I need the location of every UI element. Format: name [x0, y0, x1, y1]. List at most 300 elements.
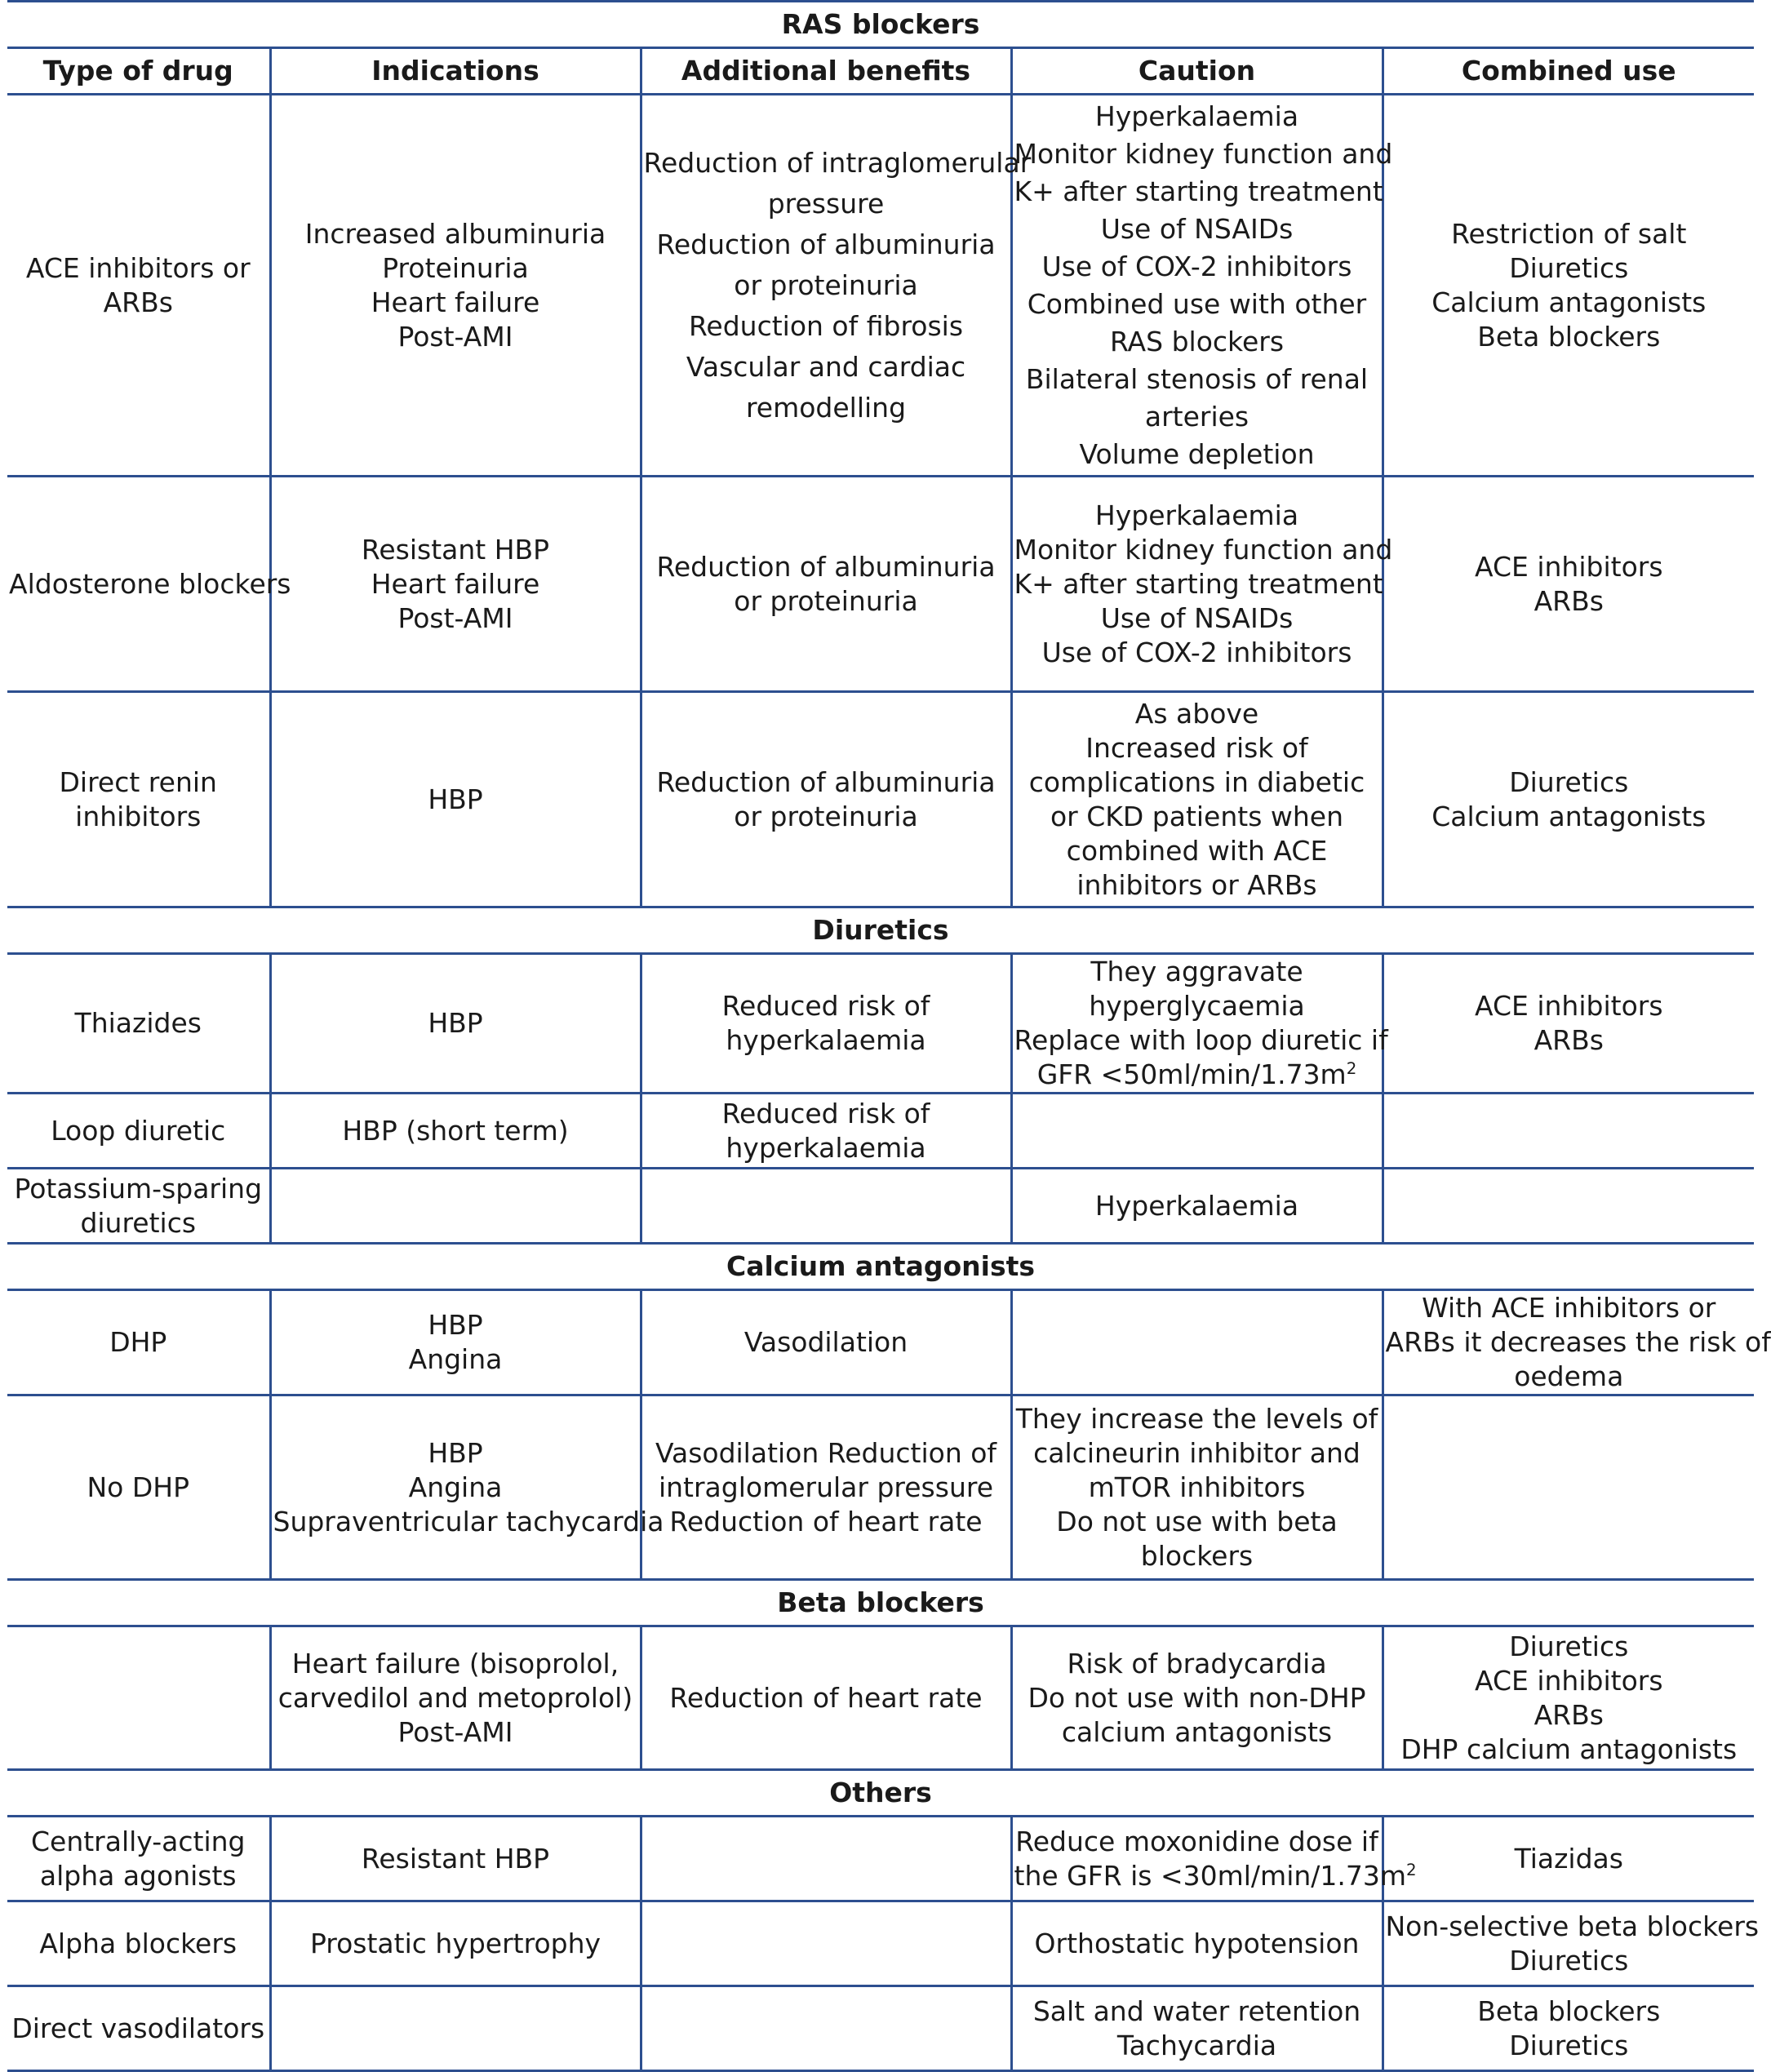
combined-use-cell — [1383, 1626, 1754, 1770]
cell-text: arteries — [1144, 400, 1249, 433]
cell-text: Vasodilation — [743, 1326, 908, 1358]
cell-text: complications in diabetic — [1028, 765, 1365, 798]
cell-text-line — [1386, 1023, 1753, 1058]
benefits-cell — [641, 477, 1011, 692]
column-header-indications: Indications — [270, 48, 641, 95]
drug-type-cell — [7, 1094, 270, 1169]
cell-text-line — [1386, 1630, 1753, 1664]
cell-text: ARBs — [1534, 584, 1604, 617]
cell-text: Centrally-acting — [30, 1825, 246, 1857]
table-row — [7, 1626, 1754, 1770]
caution-cell — [1011, 954, 1388, 1094]
cell-text: Beta blockers — [1477, 1994, 1661, 2027]
section-header-diuretics — [7, 907, 1754, 954]
cell-text: intraglomerular pressure — [658, 1471, 994, 1503]
cell-text: Use of NSAIDs — [1100, 212, 1294, 245]
table-row — [7, 1290, 1754, 1395]
combined-use-cell — [1383, 954, 1754, 1094]
caution-cell — [1011, 1094, 1383, 1169]
cell-text-line — [273, 320, 638, 354]
section-title: Beta blockers — [7, 1580, 1754, 1626]
cell-text: Reduction of albuminuria — [656, 228, 996, 260]
indications-cell — [270, 95, 641, 477]
caution-cell — [1011, 1986, 1383, 2071]
cell-text: Bilateral stenosis of renal — [1025, 362, 1369, 395]
cell-text-line — [273, 1114, 638, 1148]
cell-text-line — [1014, 398, 1380, 436]
benefits-cell — [641, 1169, 1011, 1244]
cell-text-line — [273, 286, 638, 320]
cell-text-line — [1014, 601, 1380, 636]
cell-text: HBP — [428, 1309, 483, 1341]
benefits-cell — [641, 1626, 1011, 1770]
cell-text-line — [273, 1342, 638, 1377]
cell-text-line — [273, 251, 638, 286]
cell-text-line — [273, 601, 638, 636]
cell-text: inhibitors — [75, 800, 202, 832]
cell-text-line — [1385, 1910, 1760, 1944]
section-header-others — [7, 1770, 1754, 1817]
cell-text-line — [644, 347, 1009, 388]
cell-text: Do not use with non-DHP — [1028, 1681, 1366, 1714]
benefits-cell — [641, 95, 1032, 477]
cell-text-line — [273, 217, 638, 251]
cell-text: ARBs — [1534, 1698, 1604, 1731]
cell-text: DHP — [109, 1326, 167, 1358]
cell-text: diuretics — [80, 1206, 197, 1239]
cell-text-line — [273, 1927, 638, 1961]
cell-text: inhibitors or ARBs — [1076, 868, 1317, 901]
section-title: Calcium antagonists — [7, 1244, 1754, 1290]
cell-text: HBP (short term) — [342, 1114, 569, 1147]
cell-text-line — [1014, 211, 1380, 248]
cell-text-line — [273, 1647, 638, 1681]
cell-text: or proteinuria — [734, 800, 918, 832]
table-row — [7, 1817, 1754, 1901]
benefits-cell — [641, 1290, 1011, 1395]
cell-text-line — [1386, 1664, 1753, 1698]
cell-text: alpha agonists — [39, 1859, 237, 1892]
cell-text: ARBs it decreases the risk of — [1385, 1326, 1771, 1358]
cell-text-line — [1014, 361, 1380, 398]
benefits-cell — [641, 1395, 1011, 1580]
superscript: 2 — [1406, 1860, 1417, 1879]
cell-text: Increased risk of — [1085, 731, 1308, 764]
table-row — [7, 1094, 1754, 1169]
cell-text: pressure — [767, 187, 885, 220]
cell-text-line — [1014, 436, 1380, 473]
cell-text-line — [1014, 834, 1380, 868]
cell-text: Reduction of heart rate — [669, 1681, 983, 1714]
section-title: RAS blockers — [7, 2, 1754, 48]
cell-text: ARBs — [103, 286, 173, 318]
table-row — [7, 954, 1754, 1094]
section-header-beta-blockers — [7, 1580, 1754, 1626]
cell-text: Hyperkalaemia — [1094, 100, 1299, 132]
cell-text-line — [644, 388, 1009, 428]
cell-text-line — [273, 1308, 638, 1342]
cell-text: Monitor kidney function and — [1014, 137, 1393, 170]
cell-text-line — [644, 989, 1009, 1023]
drug-type-cell — [7, 95, 270, 477]
cell-text: Aldosterone blockers — [9, 567, 291, 600]
cell-text: As above — [1134, 697, 1259, 730]
cell-text: Thiazides — [74, 1007, 202, 1039]
column-header-benefits: Additional benefits — [641, 48, 1011, 95]
section-title: Others — [7, 1770, 1754, 1817]
caution-cell — [1011, 692, 1383, 907]
cell-text-line — [273, 1681, 638, 1715]
cell-text-line — [1386, 765, 1753, 800]
cell-text-line — [1014, 731, 1380, 765]
cell-text: With ACE inhibitors or — [1422, 1292, 1716, 1324]
cell-text: Increased albuminuria — [304, 217, 606, 250]
caution-cell — [1011, 1169, 1383, 1244]
cell-text: Post-AMI — [397, 1715, 513, 1748]
cell-text: ACE inhibitors or — [25, 251, 251, 284]
cell-text: Prostatic hypertrophy — [309, 1927, 601, 1959]
table-row — [7, 1169, 1754, 1244]
cell-text-line — [1014, 248, 1380, 286]
cell-text-line — [1386, 1842, 1753, 1876]
cell-text: Calcium antagonists — [1431, 286, 1707, 318]
cell-text-line — [9, 286, 268, 320]
indications-cell — [270, 1817, 641, 1901]
cell-text-line — [9, 765, 268, 800]
cell-text-line — [644, 1505, 1009, 1539]
combined-use-cell — [1383, 477, 1754, 692]
cell-text: Angina — [408, 1471, 503, 1503]
cell-text-line — [273, 533, 638, 567]
table-row — [7, 1901, 1754, 1986]
drug-type-cell — [7, 1395, 270, 1580]
table-row — [7, 95, 1754, 477]
cell-text: remodelling — [745, 391, 907, 424]
cell-text-line — [1386, 1698, 1753, 1733]
cell-text-line — [1386, 286, 1753, 320]
cell-text-line — [1014, 1189, 1380, 1223]
cell-text-line — [644, 1131, 1009, 1165]
cell-text-line — [1014, 955, 1380, 989]
cell-text: the GFR is <30ml/min/1.73m — [1014, 1859, 1407, 1892]
caution-cell — [1011, 1817, 1417, 1901]
cell-text: Proteinuria — [382, 251, 529, 284]
antihypertensive-drug-table — [7, 0, 1771, 2072]
cell-text-line — [1386, 584, 1753, 619]
column-header-row — [7, 48, 1754, 95]
cell-text: Non-selective beta blockers — [1385, 1910, 1760, 1942]
cell-text: Alpha blockers — [39, 1927, 237, 1959]
cell-text-line — [1014, 1994, 1380, 2029]
cell-text-line — [644, 1023, 1009, 1058]
cell-text-line — [644, 224, 1009, 265]
cell-text-line — [1386, 217, 1753, 251]
cell-text: Reduction of fibrosis — [688, 309, 964, 342]
cell-text: Tachycardia — [1116, 2029, 1277, 2061]
cell-text: HBP — [428, 783, 483, 815]
indications-cell — [270, 692, 641, 907]
cell-text: Restriction of salt — [1451, 217, 1687, 250]
cell-text: Diuretics — [1509, 2029, 1629, 2061]
cell-text: Angina — [408, 1343, 503, 1375]
cell-text: They aggravate — [1090, 956, 1303, 987]
cell-text-line — [1386, 989, 1753, 1023]
cell-text: Vasodilation Reduction of — [655, 1436, 997, 1469]
cell-text: Volume depletion — [1079, 437, 1315, 470]
indications-cell — [270, 477, 641, 692]
cell-text-line — [643, 143, 1032, 184]
cell-text: ARBs — [1534, 1024, 1604, 1056]
benefits-cell — [641, 954, 1011, 1094]
caution-cell — [1011, 1901, 1383, 1986]
caution-cell — [1011, 95, 1393, 477]
cell-text-line — [9, 800, 268, 834]
cell-text: Post-AMI — [397, 601, 513, 634]
cell-text-line — [1014, 1505, 1380, 1539]
cell-text-line — [1014, 1825, 1380, 1859]
cell-text-line — [273, 1505, 664, 1539]
cell-text: carvedilol and metoprolol) — [277, 1681, 633, 1714]
cell-text: Risk of bradycardia — [1067, 1647, 1327, 1679]
cell-text-line — [1014, 989, 1380, 1023]
cell-text-line — [1014, 1927, 1380, 1961]
cell-text-line — [644, 265, 1009, 306]
cell-text: Direct renin — [59, 765, 217, 798]
cell-text: or proteinuria — [734, 584, 918, 617]
cell-text: Salt and water retention — [1032, 1994, 1361, 2027]
cell-text: Tiazidas — [1514, 1842, 1623, 1875]
cell-text-line — [1014, 173, 1383, 211]
cell-text: They increase the levels of — [1015, 1402, 1378, 1435]
cell-text: Combined use with other — [1027, 287, 1367, 320]
cell-text: Diuretics — [1509, 1630, 1629, 1662]
cell-text-line — [1014, 1058, 1380, 1092]
benefits-cell — [641, 1901, 1011, 1986]
indications-cell — [270, 1290, 641, 1395]
cell-text-line — [9, 1825, 268, 1859]
combined-use-cell — [1383, 1986, 1754, 2071]
table-row — [7, 477, 1754, 692]
cell-text: HBP — [428, 1436, 483, 1469]
cell-text-line — [1014, 567, 1383, 601]
cell-text: Loop diuretic — [51, 1114, 226, 1147]
indications-cell — [270, 1395, 664, 1580]
caution-cell — [1011, 1626, 1383, 1770]
cell-text: GFR <50ml/min/1.73m — [1036, 1058, 1347, 1090]
section-title: Diuretics — [7, 907, 1754, 954]
cell-text: Use of NSAIDs — [1100, 601, 1294, 634]
cell-text: Reduction of albuminuria — [656, 550, 996, 583]
drug-type-cell — [7, 692, 270, 907]
cell-text-line — [1014, 1539, 1380, 1573]
combined-use-cell — [1383, 1395, 1754, 1580]
cell-text-line — [273, 1436, 638, 1471]
cell-text-line — [644, 1325, 1009, 1360]
cell-text-line — [1014, 2029, 1380, 2063]
benefits-cell — [641, 1094, 1011, 1169]
cell-text: Do not use with beta — [1056, 1505, 1338, 1537]
cell-text-line — [644, 1471, 1009, 1505]
cell-text: calcineurin inhibitor and — [1033, 1436, 1360, 1469]
indications-cell — [270, 1169, 641, 1244]
cell-text: Heart failure (bisoprolol, — [291, 1647, 619, 1679]
cell-text-line — [273, 1471, 638, 1505]
caution-cell — [1011, 1395, 1383, 1580]
cell-text: Heart failure — [371, 286, 540, 318]
cell-text-line — [9, 1471, 268, 1505]
cell-text: ACE inhibitors — [1474, 990, 1663, 1022]
benefits-cell — [641, 1986, 1011, 2071]
cell-text: Heart failure — [371, 567, 540, 600]
cell-text-line — [644, 1097, 1009, 1131]
cell-text: or proteinuria — [734, 268, 918, 301]
cell-text: hyperkalaemia — [726, 1024, 926, 1056]
cell-text: Post-AMI — [397, 320, 513, 353]
cell-text-line — [1014, 1859, 1417, 1893]
superscript: 2 — [1346, 1059, 1357, 1078]
cell-text: Hyperkalaemia — [1094, 1189, 1299, 1222]
benefits-cell — [641, 692, 1011, 907]
drug-type-cell — [7, 1986, 270, 2071]
cell-text-line — [9, 1206, 268, 1240]
cell-text: ACE inhibitors — [1474, 550, 1663, 583]
cell-text-line — [1014, 1471, 1380, 1505]
cell-text: oedema — [1514, 1360, 1624, 1392]
cell-text-line — [644, 1436, 1009, 1471]
cell-text: Use of COX-2 inhibitors — [1041, 636, 1352, 668]
cell-text-line — [273, 783, 638, 817]
column-header-caution: Caution — [1011, 48, 1383, 95]
cell-text: hyperkalaemia — [726, 1131, 926, 1164]
cell-text-line — [9, 1859, 268, 1893]
cell-text-line — [1014, 323, 1380, 361]
cell-text: calcium antagonists — [1061, 1715, 1333, 1748]
cell-text-line — [1386, 320, 1753, 354]
cell-text-line — [9, 567, 291, 601]
indications-cell — [270, 1986, 641, 2071]
cell-text: hyperglycaemia — [1089, 990, 1305, 1022]
cell-text-line — [9, 1927, 268, 1961]
cell-text-line — [1386, 1944, 1753, 1978]
combined-use-cell — [1383, 1817, 1754, 1901]
cell-text-line — [9, 1006, 268, 1040]
cell-text: Supraventricular tachycardia — [273, 1505, 664, 1537]
cell-text-line — [1386, 2029, 1753, 2063]
cell-text-line — [1386, 1360, 1753, 1394]
combined-use-cell — [1383, 1901, 1760, 1986]
caution-cell — [1011, 1290, 1383, 1395]
drug-type-cell — [7, 1817, 270, 1901]
cell-text-line — [1014, 286, 1380, 323]
cell-text: Diuretics — [1509, 251, 1629, 284]
combined-use-cell — [1383, 1094, 1754, 1169]
cell-text: Replace with loop diuretic if — [1014, 1024, 1388, 1056]
indications-cell — [270, 1094, 641, 1169]
cell-text: RAS blockers — [1109, 325, 1285, 357]
cell-text-line — [644, 1681, 1009, 1715]
cell-text-line — [9, 251, 268, 286]
cell-text-line — [1014, 533, 1393, 567]
cell-text-line — [1386, 1733, 1753, 1767]
cell-text-line — [1386, 251, 1753, 286]
caution-cell — [1011, 477, 1393, 692]
cell-text-line — [1014, 98, 1380, 135]
cell-text-line — [273, 1842, 638, 1876]
drug-type-cell — [7, 1169, 270, 1244]
cell-text-line — [644, 184, 1009, 224]
cell-text-line — [1014, 1715, 1380, 1750]
combined-use-cell — [1383, 1290, 1771, 1395]
table-row — [7, 692, 1754, 907]
cell-text-line — [644, 550, 1009, 584]
cell-text-line — [644, 306, 1009, 347]
cell-text: HBP — [428, 1007, 483, 1039]
cell-text: Diuretics — [1509, 765, 1629, 798]
cell-text-line — [644, 584, 1009, 619]
cell-text: Reduced risk of — [721, 990, 930, 1022]
cell-text: Vascular and cardiac — [686, 350, 966, 383]
cell-text-line — [273, 1715, 638, 1750]
cell-text: mTOR inhibitors — [1088, 1471, 1306, 1503]
cell-text: Hyperkalaemia — [1094, 499, 1299, 531]
cell-text-line — [644, 800, 1009, 834]
cell-text-line — [1386, 800, 1753, 834]
cell-text: Reduced risk of — [721, 1097, 930, 1129]
cell-text-line — [1014, 697, 1380, 731]
cell-text-line — [1386, 550, 1753, 584]
cell-text: Beta blockers — [1477, 320, 1661, 353]
cell-text-line — [9, 2012, 268, 2046]
cell-text: combined with ACE — [1066, 834, 1328, 867]
cell-text-line — [9, 1325, 268, 1360]
cell-text-line — [1014, 1023, 1388, 1058]
cell-text: K+ after starting treatment — [1014, 175, 1383, 207]
cell-text-line — [1014, 1681, 1380, 1715]
combined-use-cell — [1383, 692, 1754, 907]
cell-text: Monitor kidney function and — [1014, 533, 1393, 566]
cell-text: Use of COX-2 inhibitors — [1041, 250, 1352, 282]
cell-text-line — [1014, 800, 1380, 834]
cell-text: Reduction of heart rate — [669, 1505, 983, 1537]
column-header-combined: Combined use — [1383, 48, 1754, 95]
drug-type-cell — [7, 1626, 270, 1770]
cell-text: or CKD patients when — [1050, 800, 1344, 832]
section-header-calcium-antagonists — [7, 1244, 1754, 1290]
cell-text-line — [1386, 1994, 1753, 2029]
cell-text-line — [9, 1172, 268, 1206]
cell-text: Potassium-sparing — [14, 1172, 263, 1205]
cell-text-line — [1014, 1436, 1380, 1471]
cell-text: blockers — [1140, 1539, 1254, 1572]
drug-type-cell — [7, 1290, 270, 1395]
drug-type-cell — [7, 477, 291, 692]
drug-type-cell — [7, 1901, 270, 1986]
cell-text: Resistant HBP — [361, 533, 550, 566]
cell-text-line — [644, 765, 1009, 800]
cell-text-line — [1014, 765, 1380, 800]
cell-text-line — [273, 567, 638, 601]
table-row — [7, 1986, 1754, 2071]
cell-text: ACE inhibitors — [1474, 1664, 1663, 1697]
cell-text-line — [1014, 1402, 1380, 1436]
cell-text-line — [9, 1114, 268, 1148]
cell-text: Calcium antagonists — [1431, 800, 1707, 832]
section-header-ras-blockers — [7, 2, 1754, 48]
cell-text: Resistant HBP — [361, 1842, 550, 1875]
cell-text-line — [1014, 135, 1393, 173]
indications-cell — [270, 1626, 641, 1770]
cell-text-line — [1014, 636, 1380, 670]
